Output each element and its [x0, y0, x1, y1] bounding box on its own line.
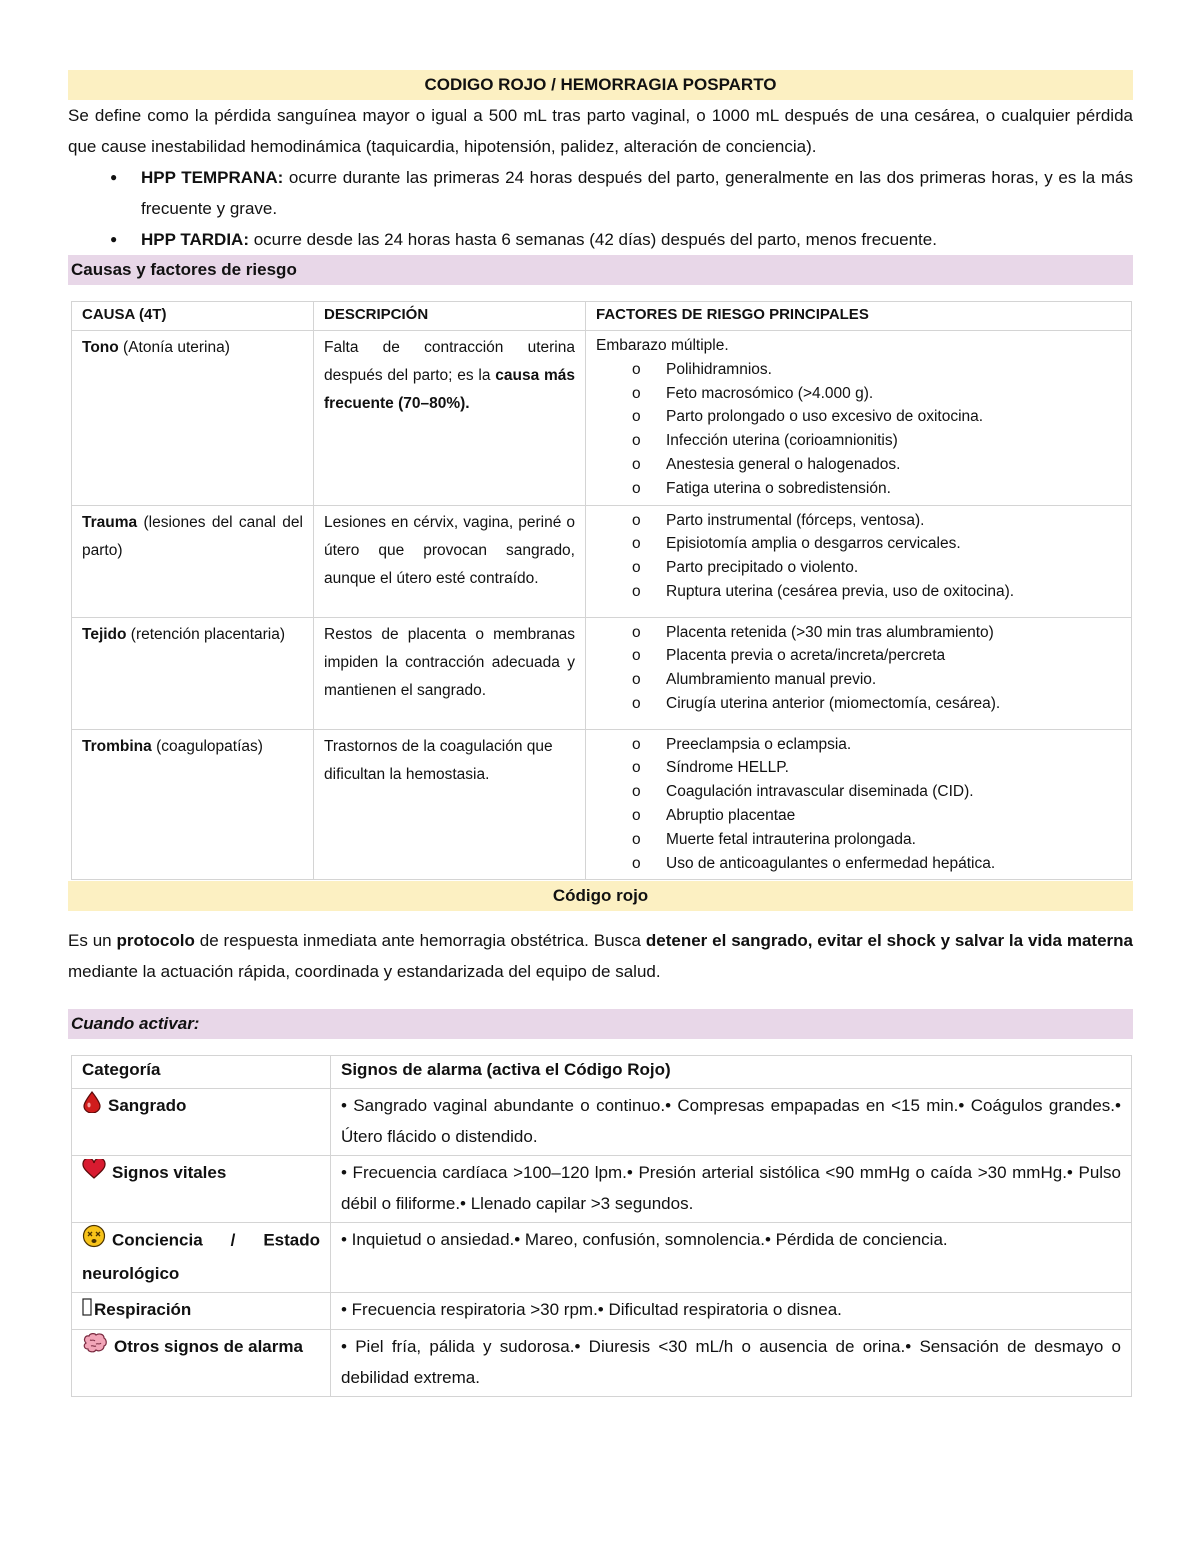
category-cell: Conciencia / Estado neurológico — [72, 1223, 331, 1293]
list-item: o Placenta retenida (>30 min tras alumbramiento) — [596, 621, 1121, 645]
table-row — [72, 505, 1132, 617]
hpp-early-label: HPP TEMPRANA: — [141, 168, 284, 187]
table-row — [72, 331, 1132, 506]
risk-factor-list — [596, 621, 1121, 716]
description-cell: Trastornos de la coagulación que dificultan la hemostasia. — [314, 729, 586, 880]
hpp-types-list — [68, 162, 1133, 255]
missing-glyph-icon — [82, 1295, 92, 1326]
list-item: o Cirugía uterina anterior (miomectomía, cesárea). — [596, 692, 1121, 716]
list-item: o Preeclampsia o eclampsia. — [596, 733, 1121, 757]
signs-cell: • Sangrado vaginal abundante o continuo.• Compresas empapadas en <15 min.• Coágulos grandes.• Útero flácido o distendido. — [331, 1089, 1132, 1156]
list-item: o Abruptio placentae — [596, 804, 1121, 828]
risk-factors-cell — [586, 617, 1132, 729]
cause-cell: Tono (Atonía uterina) — [72, 331, 314, 506]
hpp-type-early — [68, 162, 1133, 224]
list-item: o Fatiga uterina o sobredistensión. — [596, 477, 1121, 501]
list-item: o Parto instrumental (fórceps, ventosa). — [596, 509, 1121, 533]
causes-table — [71, 301, 1132, 880]
signs-cell: • Frecuencia respiratoria >30 rpm.• Dificultad respiratoria o disnea. — [331, 1293, 1132, 1330]
alarm-signs-table — [71, 1055, 1132, 1397]
signs-cell: • Piel fría, pálida y sudorosa.• Diuresis <30 mL/h o ausencia de orina.• Sensación de desmayo o debilidad extrema. — [331, 1330, 1132, 1397]
dizzy-face-icon — [82, 1224, 106, 1258]
category-cell: Sangrado — [72, 1089, 331, 1156]
document-page — [68, 70, 1133, 1397]
description-cell: Restos de placenta o membranas impiden la contracción adecuada y mantienen el sangrado. — [314, 617, 586, 729]
list-item: o Placenta previa o acreta/increta/percreta — [596, 644, 1121, 668]
definition-paragraph: Se define como la pérdida sanguínea mayor o igual a 500 mL tras parto vaginal, o 1000 mL después de una cesárea, o cualquier pérdida que cause inestabilidad hemodinámica (taquicardia, hipotensión, palidez, alteración de conciencia). — [68, 106, 1133, 156]
codigo-rojo-heading: Código rojo — [68, 881, 1133, 911]
list-item: o Muerte fetal intrauterina prolongada. — [596, 828, 1121, 852]
hpp-late-text: ocurre desde las 24 horas hasta 6 semanas (42 días) después del parto, menos frecuente. — [249, 230, 937, 249]
hpp-type-late — [68, 224, 1133, 255]
list-item: o Síndrome HELLP. — [596, 756, 1121, 780]
causes-heading: Causas y factores de riesgo — [68, 255, 1133, 285]
activate-heading: Cuando activar: — [68, 1009, 1133, 1039]
cause-cell: Trombina (coagulopatías) — [72, 729, 314, 880]
list-item: o Alumbramiento manual previo. — [596, 668, 1121, 692]
list-item: o Infección uterina (corioamnionitis) — [596, 429, 1121, 453]
category-cell: Otros signos de alarma — [72, 1330, 331, 1397]
list-item: o Uso de anticoagulantes o enfermedad hepática. — [596, 852, 1121, 876]
codigo-rojo-paragraph: Es un protocolo de respuesta inmediata ante hemorragia obstétrica. Busca detener el sangrado, evitar el shock y salvar la vida materna mediante la actuación rápida, coordinada y estandarizada del equipo de salud. — [68, 931, 1134, 982]
page-title: CODIGO ROJO / HEMORRAGIA POSPARTO — [68, 70, 1133, 100]
list-item: o Coagulación intravascular diseminada (CID). — [596, 780, 1121, 804]
header-cause: CAUSA (4T) — [72, 302, 314, 331]
signs-cell: • Frecuencia cardíaca >100–120 lpm.• Presión arterial sistólica <90 mmHg o caída >30 mmHg.• Pulso débil o filiforme.• Llenado capilar >3 segundos. — [331, 1156, 1132, 1223]
header-description: DESCRIPCIÓN — [314, 302, 586, 331]
list-item: o Ruptura uterina (cesárea previa, uso de oxitocina). — [596, 580, 1121, 604]
description-cell: Falta de contracción uterina después del parto; es la causa más frecuente (70–80%). — [314, 331, 586, 506]
header-category: Categoría — [72, 1056, 331, 1089]
table-row — [72, 617, 1132, 729]
header-signs: Signos de alarma (activa el Código Rojo) — [331, 1056, 1132, 1089]
heart-icon — [82, 1158, 106, 1189]
risk-factor-lead: Embarazo múltiple. — [596, 337, 729, 354]
table-row — [72, 1330, 1132, 1397]
risk-factor-list — [596, 733, 1121, 876]
list-item: o Feto macrosómico (>4.000 g). — [596, 382, 1121, 406]
header-risk-factors: FACTORES DE RIESGO PRINCIPALES — [586, 302, 1132, 331]
category-cell: Respiración — [72, 1293, 331, 1330]
table-row — [72, 1156, 1132, 1223]
table-row — [72, 1223, 1132, 1293]
risk-factor-list — [596, 509, 1121, 604]
causes-header-row — [72, 302, 1132, 331]
list-item: o Anestesia general o halogenados. — [596, 453, 1121, 477]
list-item: o Parto prolongado o uso excesivo de oxitocina. — [596, 405, 1121, 429]
cause-cell: Trauma (lesiones del canal del parto) — [72, 505, 314, 617]
list-item: o Episiotomía amplia o desgarros cervicales. — [596, 532, 1121, 556]
list-item: o Polihidramnios. — [596, 358, 1121, 382]
blood-drop-icon — [82, 1091, 102, 1123]
risk-factors-cell — [586, 331, 1132, 506]
signs-header-row — [72, 1056, 1132, 1089]
category-cell: Signos vitales — [72, 1156, 331, 1223]
risk-factors-cell — [586, 729, 1132, 880]
risk-factor-list — [596, 358, 1121, 501]
hpp-late-label: HPP TARDIA: — [141, 230, 249, 249]
table-row — [72, 1293, 1132, 1330]
cause-cell: Tejido (retención placentaria) — [72, 617, 314, 729]
risk-factors-cell — [586, 505, 1132, 617]
signs-cell: • Inquietud o ansiedad.• Mareo, confusión, somnolencia.• Pérdida de conciencia. — [331, 1223, 1132, 1293]
hpp-early-text: ocurre durante las primeras 24 horas después del parto, generalmente en las dos primeras horas, y es la más frecuente y grave. — [141, 168, 1133, 218]
brain-icon — [82, 1332, 108, 1364]
list-item: o Parto precipitado o violento. — [596, 556, 1121, 580]
table-row — [72, 729, 1132, 880]
table-row — [72, 1089, 1132, 1156]
description-cell: Lesiones en cérvix, vagina, periné o útero que provocan sangrado, aunque el útero esté contraído. — [314, 505, 586, 617]
